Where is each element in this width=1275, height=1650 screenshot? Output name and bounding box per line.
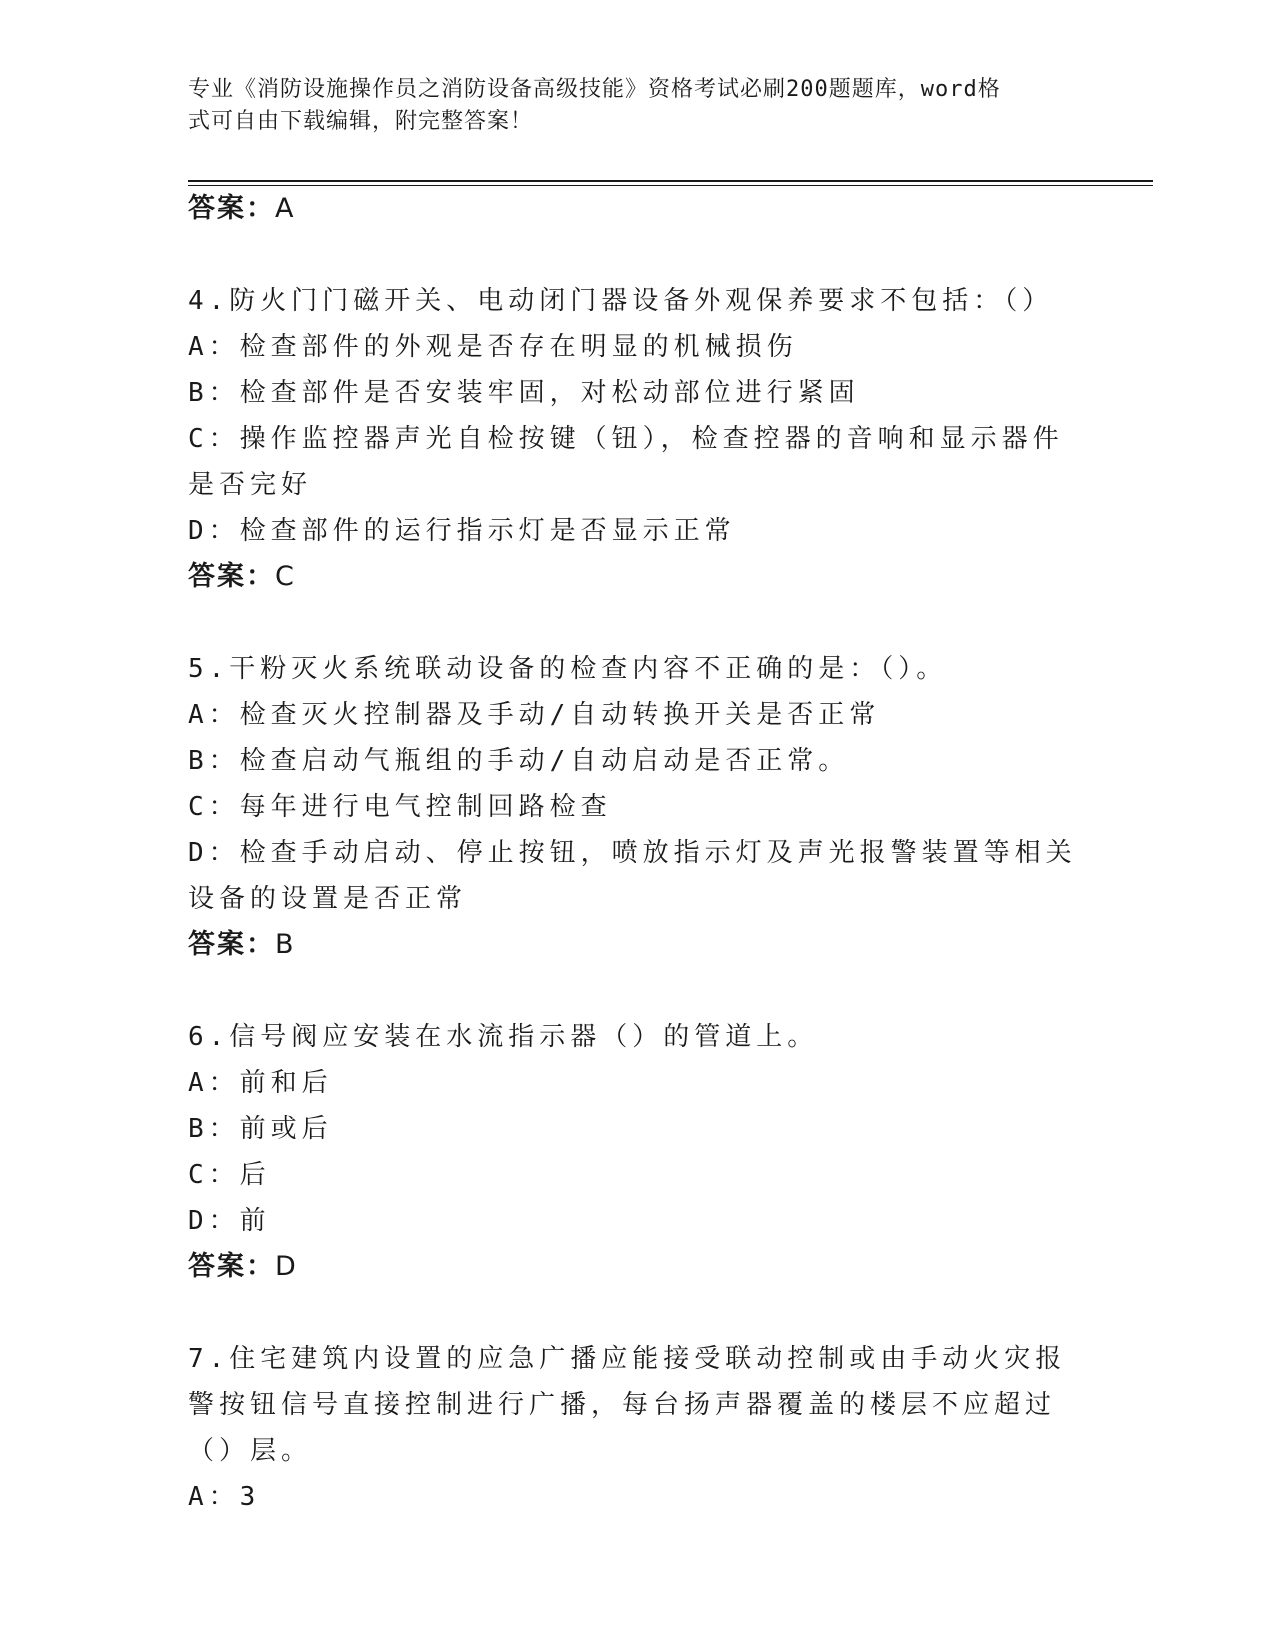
document-header	[188, 74, 1088, 138]
header-divider-thick	[188, 180, 1153, 182]
question-option: C：后	[188, 1160, 271, 1190]
answer-value: C	[275, 561, 296, 592]
question-option: C：每年进行电气控制回路检查	[188, 792, 612, 822]
answer-value: D	[275, 1251, 298, 1282]
question-stem: 5.干粉灭火系统联动设备的检查内容不正确的是：（）。	[188, 654, 948, 684]
answer-label: 答案：	[188, 929, 275, 960]
question-list	[188, 186, 1088, 1520]
question-stem: 4.防火门门磁开关、电动闭门器设备外观保养要求不包括：（）	[188, 286, 1054, 316]
question-option: A：检查灭火控制器及手动/自动转换开关是否正常	[188, 700, 881, 730]
question-option: B：检查部件是否安装牢固，对松动部位进行紧固	[188, 378, 860, 408]
answer-value: A	[275, 193, 296, 224]
question-stem: 6.信号阀应安装在水流指示器（）的管道上。	[188, 1022, 819, 1052]
question-option: A：3	[188, 1482, 261, 1512]
spacer	[188, 968, 1088, 1014]
answer-value: B	[275, 929, 296, 960]
spacer	[188, 232, 1088, 278]
question-option: D：检查手动启动、停止按钮，喷放指示灯及声光报警装置等相关设备的设置是否正常	[188, 838, 1077, 914]
question-option: A：检查部件的外观是否存在明显的机械损伤	[188, 332, 798, 362]
question-option: B：检查启动气瓶组的手动/自动启动是否正常。	[188, 746, 850, 776]
question-stem: 7.住宅建筑内设置的应急广播应能接受联动控制或由手动火灾报警按钮信号直接控制进行广播，每台扬声器覆盖的楼层不应超过（）层。	[188, 1344, 1067, 1466]
answer-line	[188, 554, 1088, 600]
header-line-1: 专业《消防设施操作员之消防设备高级技能》资格考试必刷200题题库，word格	[188, 77, 1001, 102]
header-line-2: 式可自由下载编辑，附完整答案！	[188, 109, 534, 134]
answer-label: 答案：	[188, 193, 275, 224]
question-option: B：前或后	[188, 1114, 333, 1144]
spacer	[188, 1290, 1088, 1336]
spacer	[188, 600, 1088, 646]
question-option: D：检查部件的运行指示灯是否显示正常	[188, 516, 736, 546]
answer-line	[188, 1244, 1088, 1290]
answer-line	[188, 922, 1088, 968]
question-option: C：操作监控器声光自检按键（钮），检查控器的音响和显示器件是否完好	[188, 424, 1064, 500]
answer-label: 答案：	[188, 1251, 275, 1282]
question-option: D：前	[188, 1206, 271, 1236]
answer-label: 答案：	[188, 561, 275, 592]
answer-line	[188, 186, 1088, 232]
question-option: A：前和后	[188, 1068, 333, 1098]
